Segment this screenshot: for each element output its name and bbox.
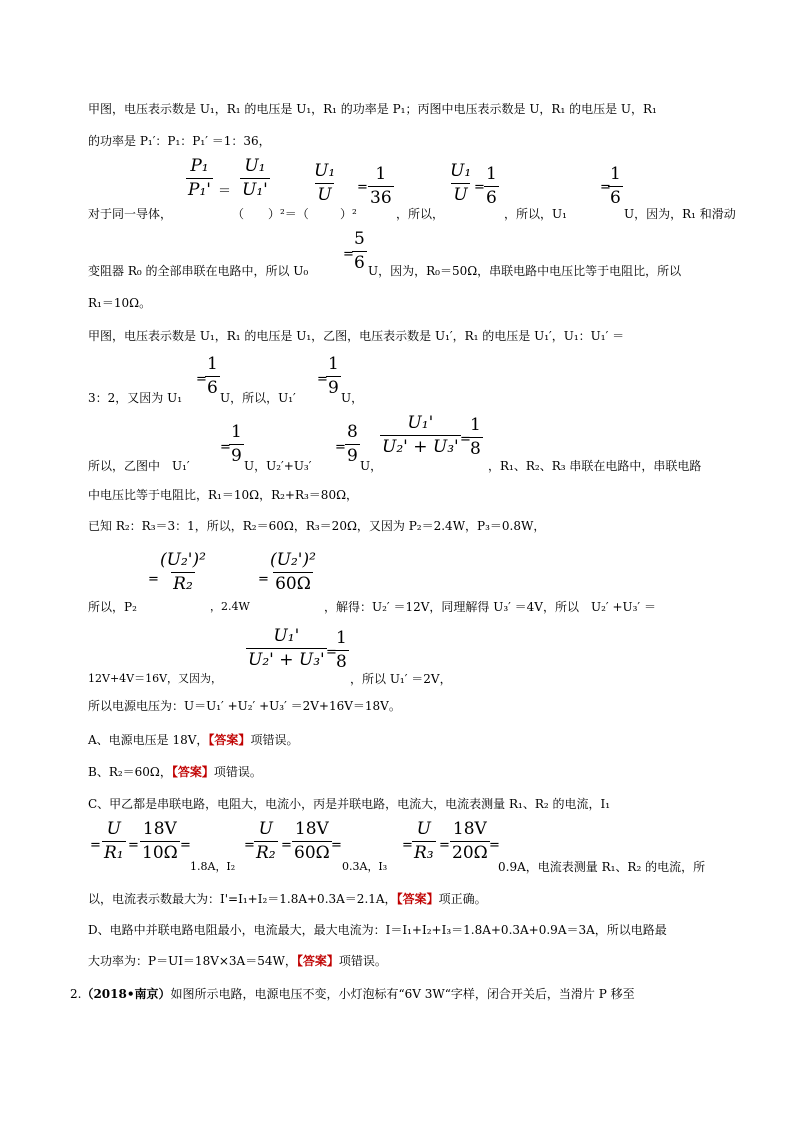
equals-sign: =	[258, 572, 269, 587]
fraction-numerator: U₁	[450, 161, 472, 181]
equals-sign: =	[317, 372, 328, 387]
fraction-numerator: (U₂')²	[270, 550, 316, 570]
p2-line2-c: U，	[341, 391, 364, 405]
fraction-1-9-b	[229, 423, 244, 465]
fraction-numerator: 1	[207, 354, 218, 374]
equals-sign: =	[326, 645, 337, 660]
option-b	[88, 763, 262, 780]
equals-sign: =	[281, 838, 292, 853]
option-c-verdict: 项正确。	[438, 892, 487, 906]
fraction-u1prime-sum	[380, 414, 461, 456]
fraction-1-6-b	[608, 165, 623, 207]
equals-sign: =	[148, 572, 159, 587]
fraction-u-r1	[102, 820, 126, 862]
equals-sign: =	[128, 838, 139, 853]
p2-line3-a: 所以，乙图中 U₁′	[88, 459, 190, 473]
fraction-numerator: 1	[231, 422, 242, 442]
fraction-numerator: U	[106, 819, 121, 839]
fraction-denominator: U	[317, 184, 332, 205]
fraction-denominator: 6	[207, 377, 218, 398]
fraction-18v-60	[292, 820, 332, 862]
text-suoyi: ，所以，	[396, 207, 445, 221]
fraction-denominator: 6	[610, 187, 621, 208]
fraction-denominator: 6	[486, 187, 497, 208]
p1-line5: R₁＝10Ω。	[88, 296, 152, 310]
fraction-numerator: 18V	[452, 819, 487, 839]
fraction-1-8	[468, 416, 483, 458]
p3-line2-b: ，2.4W	[210, 600, 250, 613]
option-d-verdict: 项错误。	[338, 954, 387, 968]
fraction-numerator: 1	[486, 164, 497, 184]
option-a-text: A、电源电压是 18V，	[88, 733, 209, 747]
fraction-1-36	[368, 165, 394, 207]
fraction-numerator: 8	[347, 422, 358, 442]
fraction-18v-10	[140, 820, 180, 862]
squared-equals: ）²＝（	[268, 207, 309, 221]
fraction-denominator: 60Ω	[294, 842, 330, 863]
equals-sign: =	[220, 440, 231, 455]
fraction-denominator: P₁'	[188, 179, 211, 200]
fraction-numerator: (U₂')²	[160, 550, 206, 570]
p2-line3-b: U，U₂′+U₃′	[244, 459, 312, 473]
p3-line2-c: ，解得：U₂′ ＝12V，同理解得 U₃′ ＝4V，所以 U₂′ +U₃′ ＝	[324, 600, 656, 614]
fraction-denominator: 60Ω	[275, 573, 311, 594]
question-text: 如图所示电路，电源电压不变，小灯泡标有“6V 3W“字样，闭合开关后，当滑片 P 移至	[170, 987, 635, 1001]
fraction-numerator: 18V	[142, 819, 177, 839]
c-text-2: 0.3A，I₃	[342, 860, 388, 873]
fraction-numerator: 1	[328, 354, 339, 374]
equals-sign: =	[180, 838, 191, 853]
c-text-3: 0.9A，电流表测量 R₁、R₂ 的电流，所	[498, 860, 706, 874]
fraction-5-6	[352, 230, 367, 272]
fraction-numerator: U₁	[314, 161, 336, 181]
fraction-numerator: U	[258, 819, 273, 839]
answer-tag: 【答案】	[296, 954, 339, 968]
fraction-numerator: U₁'	[407, 413, 434, 433]
fraction-denominator: R₃	[414, 842, 434, 863]
p1-line4-b: U，因为，R₀＝50Ω，串联电路中电压比等于电阻比，所以	[368, 264, 682, 278]
option-a-verdict: 项错误。	[250, 733, 299, 747]
fraction-u1prime-sum-b	[246, 627, 327, 669]
fraction-u-r3	[412, 820, 436, 862]
p3-line4: 所以电源电压为：U＝U₁′ +U₂′ +U₃′ ＝2V+16V＝18V。	[88, 699, 401, 713]
fraction-1-6-c	[205, 355, 220, 397]
p3-line3-b: ，所以 U₁′ ＝2V，	[350, 672, 452, 686]
answer-tag: 【答案】	[208, 733, 251, 747]
p2-line2-a: 3：2，又因为 U₁	[88, 391, 183, 405]
fraction-u-r2	[254, 820, 278, 862]
fraction-denominator: R₂	[173, 573, 193, 594]
equals-sign: =	[402, 838, 413, 853]
equals-sign: =	[331, 838, 342, 853]
equals-sign: =	[439, 838, 450, 853]
p1-line4-a: 变阻器 R₀ 的全部串联在电路中，所以 U₀	[88, 264, 309, 278]
fraction-8-9	[345, 423, 360, 465]
equals-sign: =	[335, 440, 346, 455]
fraction-1-9	[326, 355, 341, 397]
fraction-denominator: R₂	[256, 842, 276, 863]
fraction-numerator: 1	[470, 415, 481, 435]
option-d-line1: D、电路中并联电路电阻最小，电流最大，最大电流为：I＝I₁+I₂+I₃＝1.8A+0.3A+0.9A＝3A，所以电路最	[88, 923, 667, 937]
fraction-numerator: 1	[610, 164, 621, 184]
equals-sign: ＝	[218, 184, 232, 199]
p1-line1: 甲图，电压表示数是 U₁，R₁ 的电压是 U₁，R₁ 的功率是 P₁；丙图中电压表示数是 U，R₁ 的电压是 U，R₁	[88, 102, 657, 116]
answer-tag: 【答案】	[396, 892, 439, 906]
p1-line2: 的功率是 P₁′：P₁：P₁′ ＝1：36，	[88, 134, 271, 148]
fraction-18v-20	[450, 820, 490, 862]
fraction-1-8-b	[334, 629, 349, 671]
p2-line1: 甲图，电压表示数是 U₁，R₁ 的电压是 U₁，乙图，电压表示数是 U₁′，R₁ 的电压是 U₁′，U₁：U₁′ ＝	[88, 329, 625, 343]
fraction-denominator: 8	[336, 651, 347, 672]
equals-sign: =	[244, 838, 255, 853]
fraction-numerator: 1	[336, 628, 347, 648]
fraction-denominator: 9	[231, 445, 242, 466]
fraction-u1-u	[312, 162, 337, 204]
fraction-numerator: U	[416, 819, 431, 839]
equals-sign: =	[357, 180, 368, 195]
fraction-denominator: 9	[347, 445, 358, 466]
option-c-line1: C、甲乙都是串联电路，电阻大，电流小，丙是并联电路，电流大，电流表测量 R₁、R₂ 的电流，I₁	[88, 797, 611, 811]
fraction-denominator: U₁'	[242, 179, 268, 200]
equals-sign: =	[474, 180, 485, 195]
option-d-text: 大功率为：P＝UI＝18V×3A＝54W，	[88, 954, 297, 968]
option-b-verdict: 项错误。	[213, 765, 262, 779]
fraction-numerator: P₁	[190, 156, 209, 176]
fraction-denominator: U₂' + U₃'	[248, 649, 325, 670]
equals-sign: =	[489, 838, 500, 853]
equals-sign: =	[460, 432, 471, 447]
question-2	[70, 985, 635, 1002]
fraction-p1-p1prime	[186, 157, 213, 199]
fraction-u1-u1prime	[240, 157, 270, 199]
fraction-denominator: U	[453, 184, 468, 205]
text-same-conductor: 对于同一导体，	[88, 207, 173, 221]
fraction-1-6	[484, 165, 499, 207]
fraction-numerator: 5	[354, 229, 365, 249]
fraction-u2-sq-r2	[158, 551, 208, 593]
question-source: （2018•南京）	[81, 987, 171, 1001]
equals-sign: =	[90, 838, 101, 853]
fraction-denominator: 8	[470, 438, 481, 459]
option-b-text: B、R₂＝60Ω，	[88, 765, 172, 779]
fraction-u2-sq-60	[268, 551, 318, 593]
equals-sign: =	[196, 372, 207, 387]
fraction-denominator: 6	[354, 252, 365, 273]
p2-line3-d: ，R₁、R₂、R₃ 串联在电路中，串联电路	[488, 459, 702, 473]
fraction-denominator: 10Ω	[142, 842, 178, 863]
equals-sign: =	[343, 247, 354, 262]
answer-tag: 【答案】	[171, 765, 214, 779]
p3-line1: 已知 R₂：R₃＝3：1，所以，R₂＝60Ω，R₃＝20Ω，又因为 P₂＝2.4W，P₃＝0.8W，	[88, 519, 546, 533]
fraction-numerator: 18V	[294, 819, 329, 839]
p3-line2-a: 所以，P₂	[88, 600, 137, 614]
fraction-denominator: U₂' + U₃'	[382, 436, 459, 457]
option-a	[88, 731, 298, 748]
fraction-denominator: 36	[370, 187, 392, 208]
equals-sign: =	[600, 180, 611, 195]
fraction-denominator: 20Ω	[452, 842, 488, 863]
p2-line4: 中电压比等于电阻比，R₁＝10Ω，R₂+R₃＝80Ω，	[88, 488, 359, 502]
option-c-line3	[88, 890, 487, 907]
fraction-u1-u-2	[448, 162, 473, 204]
paren-open: （	[232, 207, 245, 221]
fraction-numerator: 1	[375, 164, 387, 184]
question-number: 2.	[70, 987, 82, 1001]
p2-line3-c: U，	[360, 459, 383, 473]
option-c-text: 以，电流表示数最大为：I'=I₁+I₂＝1.8A+0.3A＝2.1A，	[88, 892, 397, 906]
c-text-1: 1.8A，I₂	[190, 860, 236, 873]
fraction-numerator: U₁'	[273, 626, 300, 646]
text-suoyi-u1: ，所以，U₁	[504, 207, 567, 221]
fraction-denominator: R₁	[104, 842, 124, 863]
text-because-r1: U，因为，R₁ 和滑动	[624, 207, 736, 221]
p3-line3-a: 12V+4V＝16V，又因为，	[88, 672, 223, 685]
p2-line2-b: U，所以，U₁′	[220, 391, 296, 405]
option-d-line2	[88, 952, 387, 969]
fraction-numerator: U₁	[244, 156, 266, 176]
squared-close: ）²	[340, 207, 357, 221]
fraction-denominator: 9	[328, 377, 339, 398]
